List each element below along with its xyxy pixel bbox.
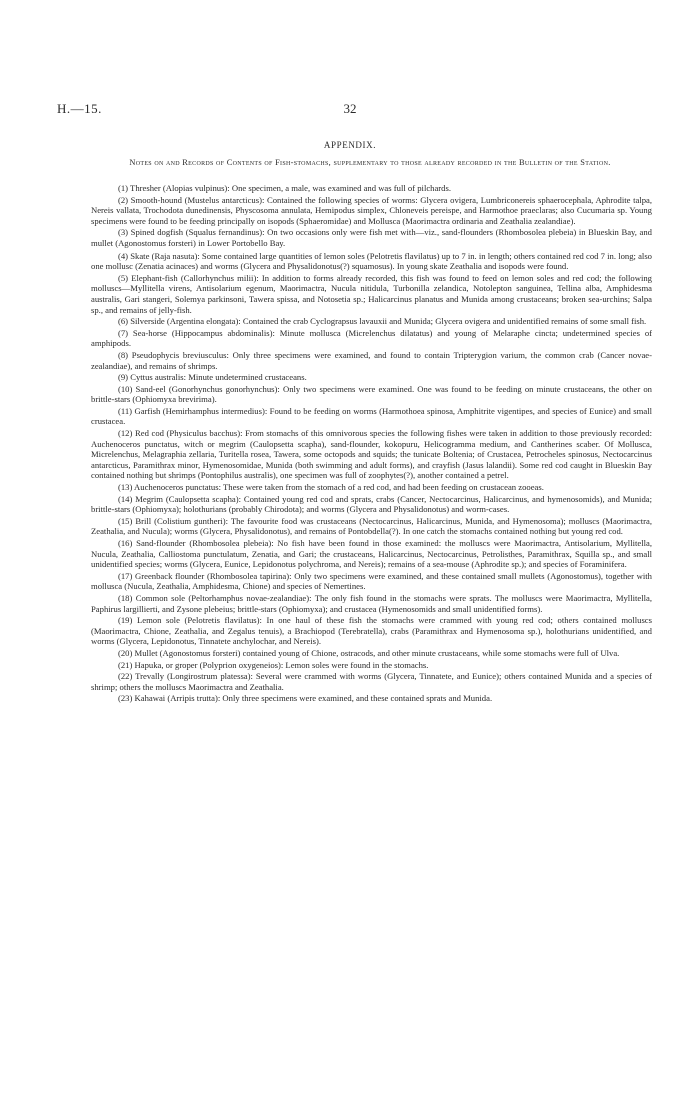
paragraph-auchenoceros: (13) Auchenoceros punctatus: These were taken from the stomach of a red cod, and had been feeding on crustacean zooeas. (118, 482, 544, 493)
report-id: H.—15. (57, 101, 102, 116)
paragraph-pseudophycis: (8) Pseudophycis breviusculus: Only three specimens were examined, and found to contain Tripterygion varium, the common crab (Cancer novae-zealandiae), and remains of shrimps. (91, 349, 652, 371)
paragraph-skate: (4) Skate (Raja nasuta): Some contained large quantities of lemon soles (Pelotretis flavilatus) up to 7 in. in length; others contained red cod 7 in. long; also one mollusc (Zenatia acinaces) and worms (Glycera and Physalidonotus(?) squamosus). In young skate Zeathalia and isopods were found. (91, 250, 652, 272)
paragraph-kahawai: (23) Kahawai (Arripis trutta): Only three specimens were examined, and these contained sprats and Munida. (118, 693, 493, 704)
page-number: 32 (343, 101, 357, 116)
paragraph-common-sole: (18) Common sole (Peltorhamphus novae-zealandiae): The only fish found in the stomachs were sprats. The molluscs were Maorimactra, Myllitella, Paphirus largillierti, and Zysone plebeius; brittle-stars (Ophiomyxa); and crustacea (Hymenosomids and small unidentified forms). (91, 592, 652, 614)
paragraph-elephant-fish: (5) Elephant-fish (Callorhynchus milii): In addition to forms already recorded, this fish was found to feed on lemon soles and red cod; the following molluscs—Myllitella virens, Antisolarium egenum, Maorimactra, Nucula nitidula, Turbonilla zelandica, Notolepton sanguinea, Tellina alba, Amphidesma australis, Gari stangeri, Solemya parkinsoni, Tawera spissa, and Notosetia sp.; Halicarcinus planatus and Munida among crustaceans; broken sea-urchins; Salpa sp., and remains of jelly-fish. (91, 272, 652, 315)
appendix-subtitle: Notes on and Records of Contents of Fish-stomachs, supplementary to those already recorded in the Bulletin of the Station. (129, 158, 611, 167)
paragraph-greenback-flounder: (17) Greenback flounder (Rhombosolea tapirina): Only two specimens were examined, and these contained small mullets (Agonostomus), together with mollusca (Nucula, Zeathalia, Amphidesma, Chione) and species of Nemertines. (91, 570, 652, 592)
paragraph-megrim: (14) Megrim (Caulopsetta scapha): Contained young red cod and sprats, crabs (Cancer, Nectocarcinus, Halicarcinus, and hymenosomids), and Munida; brittle-stars (Ophiomyxa); holothurians (probably Chirodota); and worms (Glycera and Physalidonotus) and worm-cases. (91, 493, 652, 515)
paragraph-smooth-hound: (2) Smooth-hound (Mustelus antarcticus): Contained the following species of worms: Glycera ovigera, Lumbriconereis sphaerocephala, Aphrodite talpa, Nereis vallata, Trochodota dunedinensis, Physcosoma annulata, Hemipodus simplex, Chloneveis pereispe, and Harmothoe praeclaras; also Cucumaria sp. Young specimens were found to be feeding principally on isopods (Sphaeromidae) and Mollusca (Maorimactra ordinaria and Zeathalia zealandiae). (91, 194, 652, 226)
appendix-body (91, 183, 652, 705)
paragraph-brill: (15) Brill (Colistium guntheri): The favourite food was crustaceans (Nectocarcinus, Halicarcinus, Munida, and Hymenosoma); molluscs (Maorimactra, Zeathalia, and Nucula); worms (Glycera, Physalidonotus), and remains of Pontobdella(?). In one catch the stomachs contained nothing but young red cod. (91, 515, 652, 537)
paragraph-trevally: (22) Trevally (Longirostrum platessa): Several were crammed with worms (Glycera, Tinnatete, and Eunice); others contained Munida and a species of shrimp; others the molluscs Maorimactra and Zeathalia. (91, 671, 652, 692)
paragraph-hapuka: (21) Hapuka, or groper (Polyprion oxygeneios): Lemon soles were found in the stomachs. (118, 659, 429, 670)
paragraph-sand-eel: (10) Sand-eel (Gonorhynchus gonorhynchus): Only two specimens were examined. One was found to be feeding on minute crustaceans, the other on brittle-stars (Ophiomyxa brevirima). (91, 383, 652, 405)
appendix-title: APPENDIX. (323, 140, 377, 150)
paragraph-sea-horse: (7) Sea-horse (Hippocampus abdominalis): Minute mollusca (Micrelenchus dilatatus) and young of Melaraphe cincta; undetermined species of amphipods. (91, 327, 652, 349)
paragraph-silverside: (6) Silverside (Argentina elongata): Contained the crab Cyclograpsus lavauxii and Munida; Glycera ovigera and unidentified remains of some small fish. (118, 316, 647, 327)
paragraph-spined-dogfish: (3) Spined dogfish (Squalus fernandinus): On two occasions only were fish met with—viz., sand-flounders (Rhombosolea plebeia) in Blueskin Bay, and mullet (Agonostomus forsteri) in Lower Portobello Bay. (91, 227, 652, 248)
paragraph-garfish: (11) Garfish (Hemirhamphus intermedius): Found to be feeding on worms (Harmothoea spinosa, Amphitrite vigentipes, and species of Eunice) and small crustacea. (91, 405, 652, 427)
paragraph-cyttus: (9) Cyttus australis: Minute undetermined crustaceans. (118, 372, 307, 383)
paragraph-lemon-sole: (19) Lemon sole (Pelotretis flavilatus): In one haul of these fish the stomachs were crammed with young red cod; others contained molluscs (Maorimactra, Chione, Zeathalia, and Zegalus tenuis), a Brachiopod (Terebratella), crabs (Paramithrax and Hymenosoma sp.), holothurians unidentified, and worms (Glycera, Lepidonotus, Tinnatete anchylochar, and Nereis). (91, 615, 652, 647)
paragraph-red-cod: (12) Red cod (Physiculus bacchus): From stomachs of this omnivorous species the following fishes were taken in addition to those previously recorded: Auchenoceros punctatus, witch or megrim (Caulopsetta scapha), sand-flounder, kokopuru, Helicogramma medium, and Cantherines scaber. Of Mollusca, Micrelenchus, Melagraphia zellaria, Turitella rosea, Tawera, some octopods and squids; the tunicate Boltenia; of Crustacea, Petrocheles spinosus, Nectocarcinus antarcticus, Paramithrax minor, Hymenosomidae, Munida (both swimming and adult forms), and crayfish (Jasus lalandii). Some red cod caught in Blueskin Bay contained nothing but shrimps (Pontophilus australis), one specimen was full of zoophytes(?), another contained a petrel. (91, 428, 652, 481)
paragraph-sand-flounder: (16) Sand-flounder (Rhombosolea plebeia): No fish have been found in those examined: the molluscs were Maorimactra, Antisolarium, Myllitella, Nucula, Zeathalia, Calliostoma punctulatum, Zenatia, and Gari; the crustaceans, Halicarcinus, Nectocarcinus, Petrolisthes, Paramithrax, Squilla sp., and small unidentified species; worms (Glycera, Eunice, Lepidonotus polychroma, and Nereis); remains of a sea-mouse (Aphrodite sp.); and species of Foraminifera. (91, 538, 652, 570)
paragraph-thresher: (1) Thresher (Alopias vulpinus): One specimen, a male, was examined and was full of pilchards. (118, 183, 452, 193)
paragraph-mullet: (20) Mullet (Agonostomus forsteri) contained young of Chione, ostracods, and other minute crustaceans, while some stomachs were full of Ulva. (118, 647, 620, 658)
